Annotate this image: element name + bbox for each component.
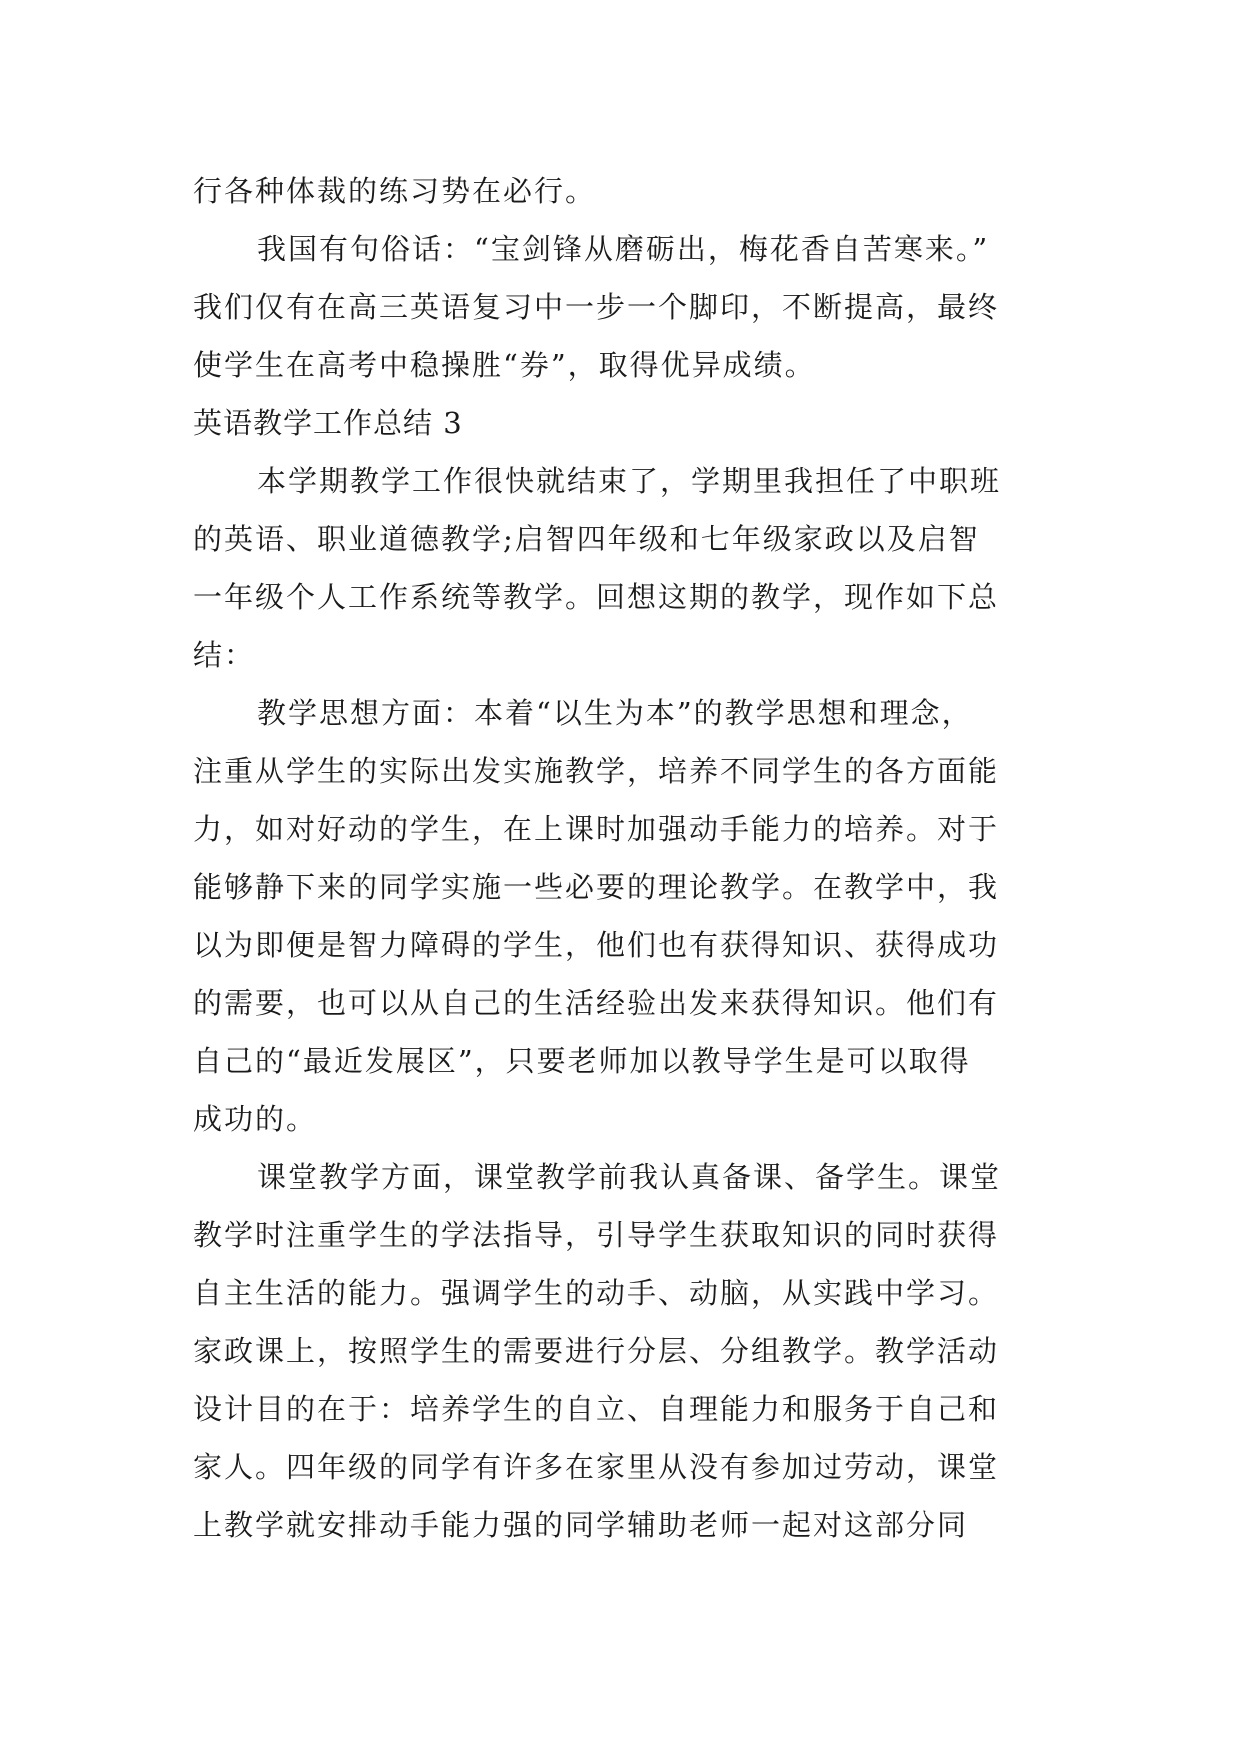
- text-line: 自己的“最近发展区”，只要老师加以教导学生是可以取得: [193, 1044, 971, 1078]
- text-line: 教学时注重学生的学法指导，引导学生获取知识的同时获得: [193, 1218, 1000, 1252]
- text-line: 我们仅有在高三英语复习中一步一个脚印，不断提高，最终: [193, 290, 1000, 324]
- text-line: 本学期教学工作很快就结束了，学期里我担任了中职班: [257, 464, 1002, 498]
- text-line: 的需要，也可以从自己的生活经验出发来获得知识。他们有: [193, 986, 1000, 1020]
- text-line: 使学生在高考中稳操胜“券”，取得优异成绩。: [193, 348, 816, 382]
- text-line: 力，如对好动的学生，在上课时加强动手能力的培养。对于: [193, 812, 1000, 846]
- text-line: 的英语、职业道德教学;启智四年级和七年级家政以及启智: [193, 522, 980, 556]
- text-line: 能够静下来的同学实施一些必要的理论教学。在教学中，我: [193, 870, 1000, 904]
- text-line: 以为即便是智力障碍的学生，他们也有获得知识、获得成功: [193, 928, 1000, 962]
- text-line: 成功的。: [193, 1102, 318, 1136]
- text-line: 课堂教学方面，课堂教学前我认真备课、备学生。课堂: [257, 1160, 1002, 1194]
- section-heading: 英语教学工作总结 3: [193, 406, 463, 440]
- text-line: 一年级个人工作系统等教学。回想这期的教学，现作如下总: [193, 580, 1000, 614]
- document-body: [193, 162, 1063, 1554]
- text-line: 行各种体裁的练习势在必行。: [193, 174, 597, 208]
- text-line: 教学思想方面：本着“以生为本”的教学思想和理念，: [257, 696, 973, 730]
- text-line: 设计目的在于：培养学生的自立、自理能力和服务于自己和: [193, 1392, 1000, 1426]
- text-line: 自主生活的能力。强调学生的动手、动脑，从实践中学习。: [193, 1276, 1000, 1310]
- text-line: 我国有句俗话：“宝剑锋从磨砺出，梅花香自苦寒来。”: [257, 232, 990, 266]
- text-line: 注重从学生的实际出发实施教学，培养不同学生的各方面能: [193, 754, 1000, 788]
- text-line: 上教学就安排动手能力强的同学辅助老师一起对这部分同: [193, 1508, 969, 1542]
- text-line: 家政课上，按照学生的需要进行分层、分组教学。教学活动: [193, 1334, 1000, 1368]
- text-line: 家人。四年级的同学有许多在家里从没有参加过劳动，课堂: [193, 1450, 1000, 1484]
- text-line: 结：: [193, 638, 256, 672]
